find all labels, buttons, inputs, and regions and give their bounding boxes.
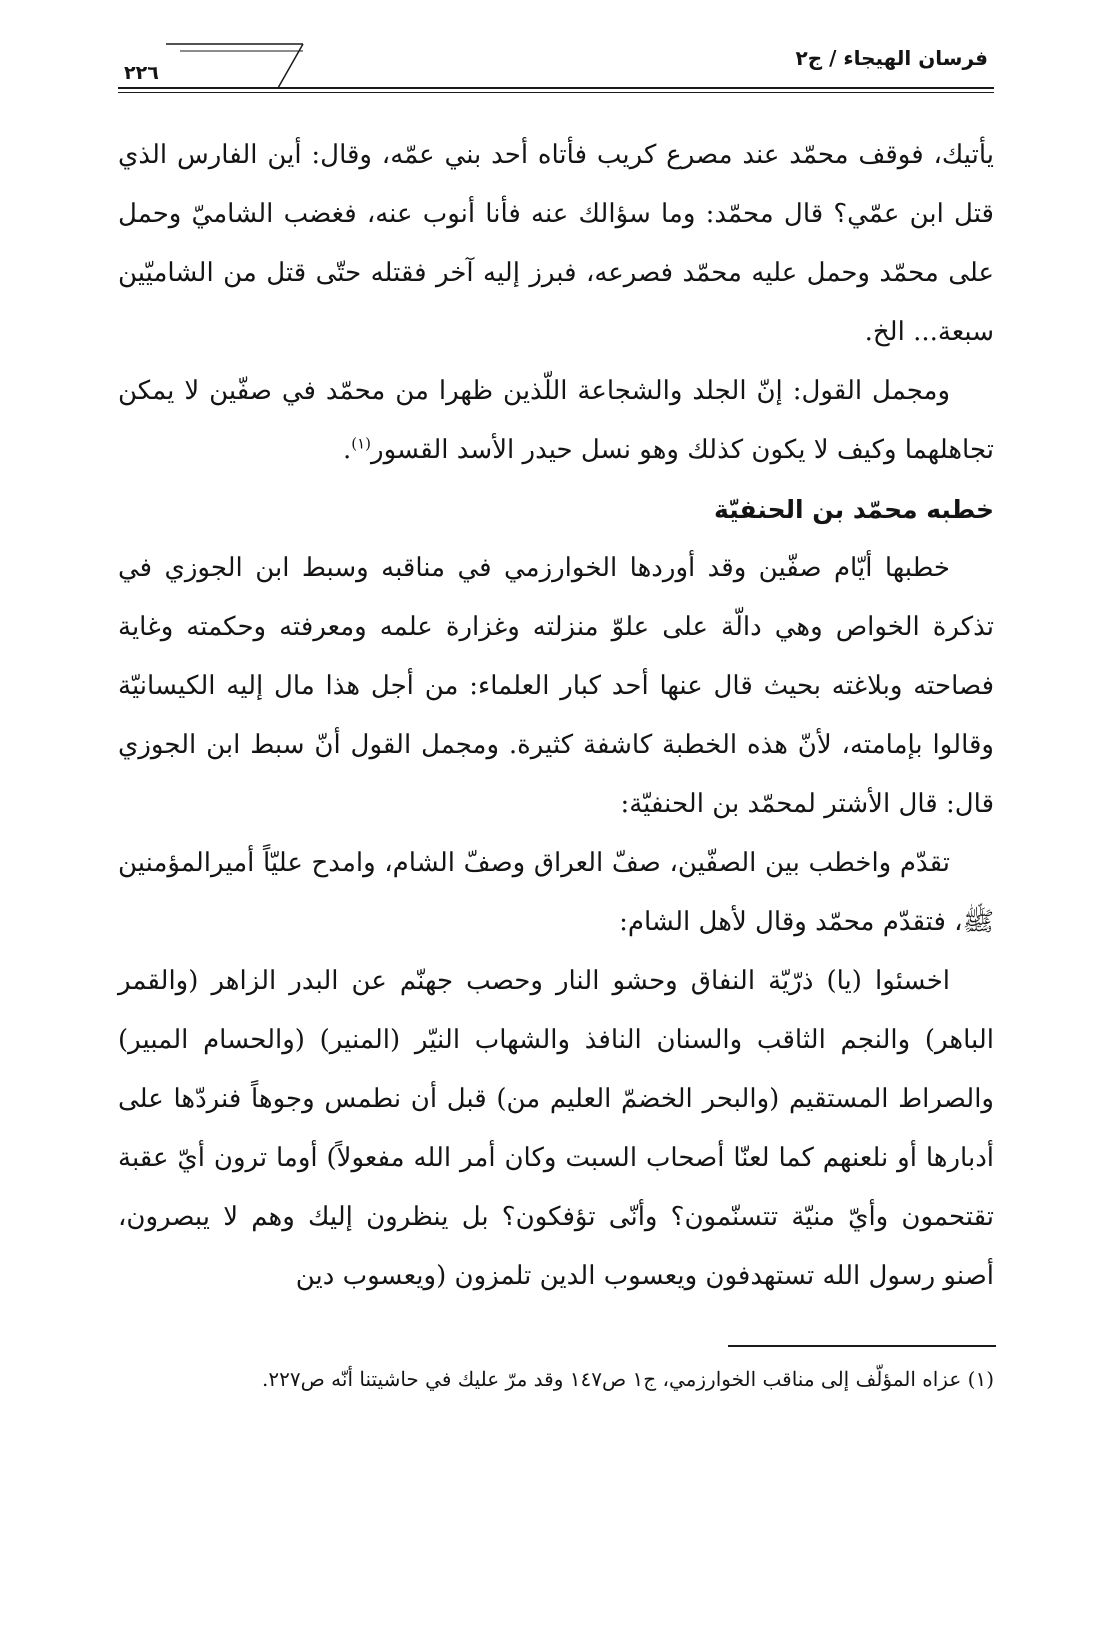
- paragraph: تقدّم واخطب بين الصفّين، صفّ العراق وصفّ الشام، وامدح عليّاً أميرالمؤمنين ﷺ، فتقدّم محمّد وقال لأهل الشام:: [118, 848, 994, 937]
- footnote-separator: [728, 1345, 996, 1347]
- header-rule: [118, 87, 994, 89]
- page-header: [118, 40, 994, 100]
- paragraph: يأتيك، فوقف محمّد عند مصرع كريب فأتاه أحد بني عمّه، وقال: أين الفارس الذي قتل ابن عمّي؟ قال محمّد: وما سؤالك عنه فأنا أنوب عنه، فغضب الشاميّ وحمل على محمّد وحمل عليه محمّد فصرعه، فبرز إليه آخر فقتله حتّى قتل من الشاميّين سبعة... الخ.: [118, 140, 994, 347]
- footnote-reference: (١): [351, 434, 372, 453]
- paragraph: [118, 362, 994, 480]
- running-title: فرسان الهيجاء / ج٢: [795, 46, 988, 70]
- paragraph: خطبها أيّام صفّين وقد أوردها الخوارزمي في مناقبه وسبط ابن الجوزي في تذكرة الخواص وهي دالّة على علوّ منزلته وغزارة علمه ومعرفته وحكمته وغاية فصاحته وبلاغته بحيث قال عنها أحد كبار العلماء: من أجل هذا مال إليه الكيسانيّة وقالوا بإمامته، لأنّ هذه الخطبة كاشفة كثيرة. ومجمل القول أنّ سبط ابن الجوزي قال: قال الأشتر لمحمّد بن الحنفيّة:: [118, 553, 994, 819]
- page-number: ٢٢٦: [124, 62, 159, 84]
- header-rule-thin: [118, 92, 994, 93]
- paragraph: اخسئوا (يا) ذرّيّة النفاق وحشو النار وحصب جهنّم عن البدر الزاهر (والقمر الباهر) والنجم الثاقب والسنان النافذ والشهاب النيّر (المنير) (والحسام المبير) والصراط المستقيم (والبحر الخضمّ العليم من) قبل أن نطمس وجوهاً فنردّها على أدبارها أو نلعنهم كما لعنّا أصحاب السبت وكان أمر الله مفعولاً) أوما ترون أيّ عقبة تقتحمون وأيّ منيّة تتسنّمون؟ وأنّى تؤفكون؟ بل ينظرون إليك وهم لا يبصرون، أصنو رسول الله تستهدفون ويعسوب الدين تلمزون (ويعسوب دين: [118, 966, 994, 1291]
- footnote: (١) عزاه المؤلّف إلى مناقب الخوارزمي، ج١ ص١٤٧ وقد مرّ عليك في حاشيتنا أنّه ص٢٢٧.: [262, 1367, 994, 1391]
- body-text: [118, 126, 994, 1306]
- section-heading: خطبه محمّد بن الحنفيّة: [714, 495, 994, 524]
- paragraph-end: .: [342, 435, 352, 465]
- paragraph-text: ومجمل القول: إنّ الجلد والشجاعة اللّذين ظهرا من محمّد في صفّين لا يمكن تجاهلهما وكيف لا يكون كذلك وهو نسل حيدر الأسد القسور: [118, 376, 994, 465]
